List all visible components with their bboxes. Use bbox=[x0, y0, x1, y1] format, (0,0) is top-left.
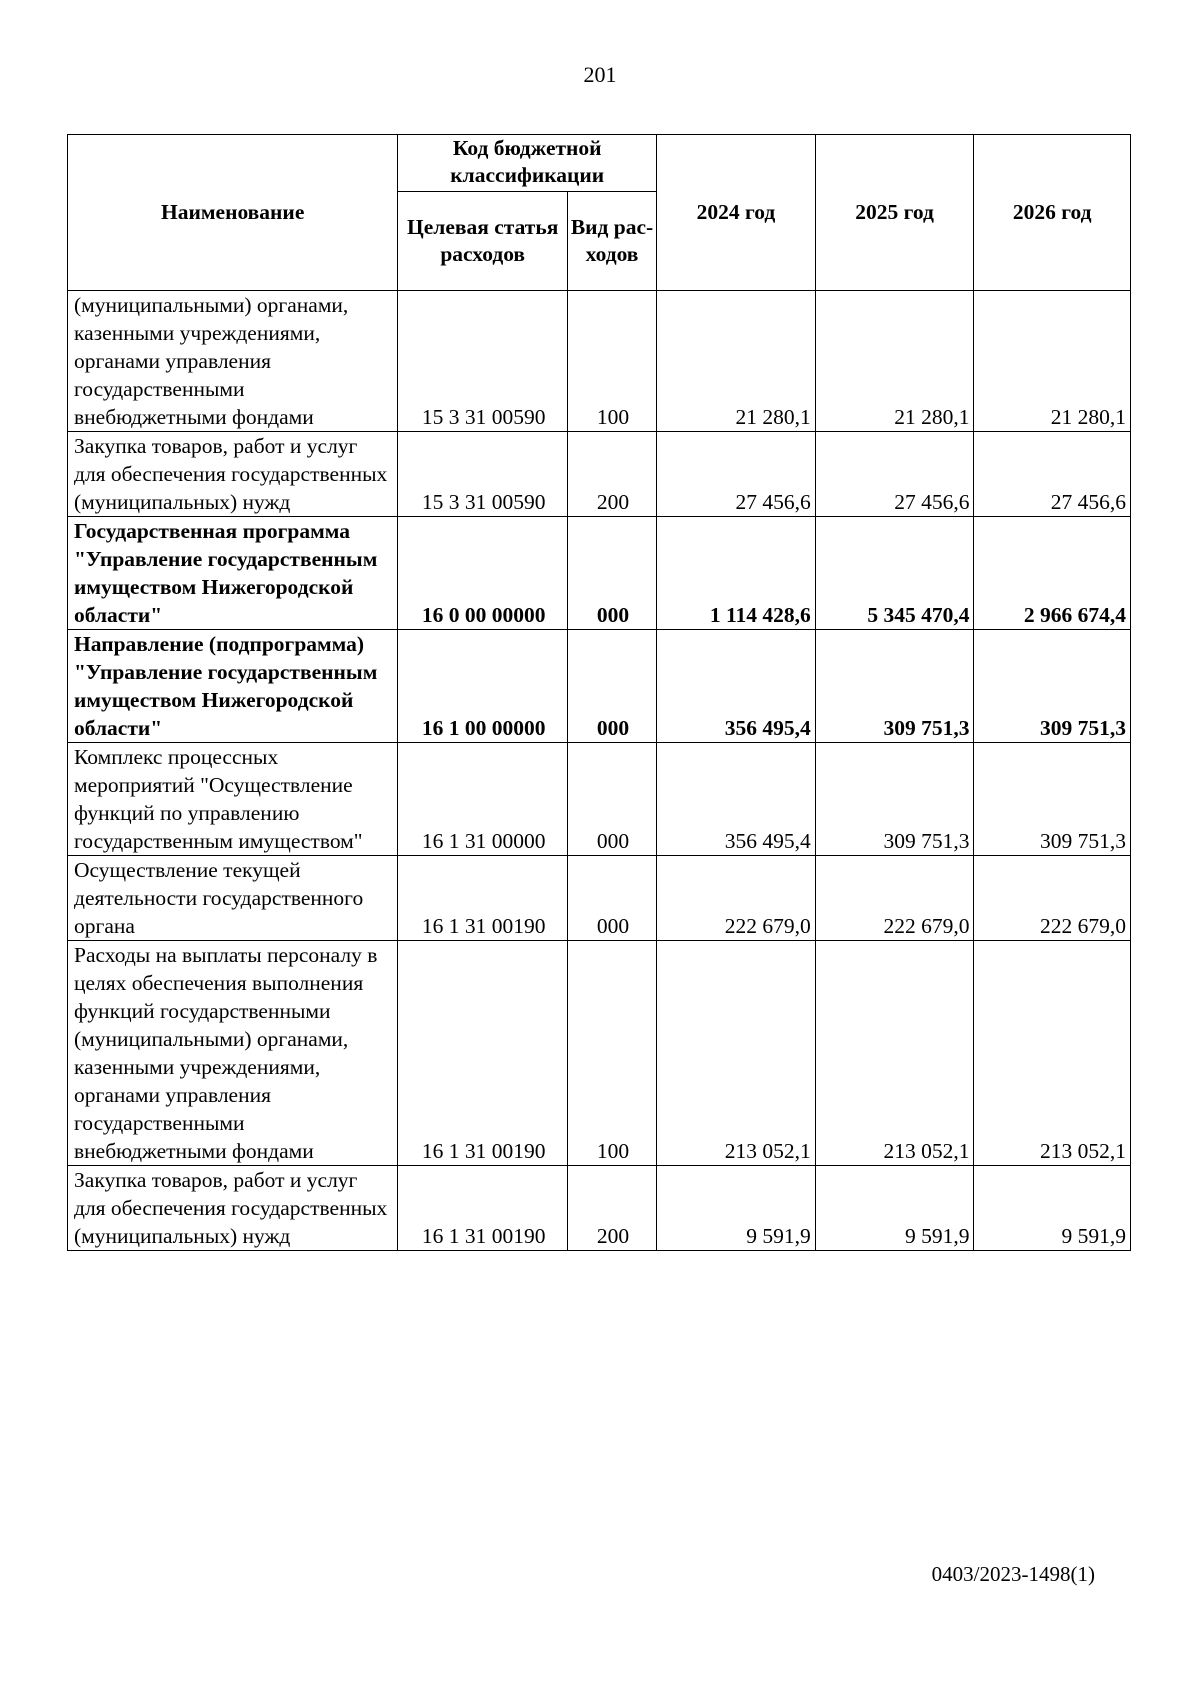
page-number: 201 bbox=[583, 62, 617, 87]
cell-y2025: 9 591,9 bbox=[815, 1166, 974, 1251]
header-expense-kind: Вид рас-ходов bbox=[567, 192, 656, 291]
cell-name: Расходы на выплаты персоналу в целях обеспечения выполнения функций государственными (муниципальными) органами, казенными учреждениями, органами управления государственными внебюджетными фондами bbox=[68, 941, 398, 1166]
document-id: 0403/2023-1498(1) bbox=[931, 1562, 1095, 1586]
table-body bbox=[68, 291, 1131, 1251]
cell-y2025: 309 751,3 bbox=[815, 630, 974, 743]
table-header bbox=[68, 135, 1131, 291]
cell-kind: 200 bbox=[567, 1166, 656, 1251]
cell-y2025: 5 345 470,4 bbox=[815, 517, 974, 630]
cell-y2026: 309 751,3 bbox=[974, 630, 1131, 743]
cell-y2026: 222 679,0 bbox=[974, 856, 1131, 941]
table-row bbox=[68, 291, 1131, 432]
header-2025: 2025 год bbox=[815, 135, 974, 291]
header-target-article: Целевая статья расходов bbox=[398, 192, 568, 291]
cell-name: Закупка товаров, работ и услуг для обеспечения государственных (муниципальных) нужд bbox=[68, 432, 398, 517]
table-row bbox=[68, 1166, 1131, 1251]
cell-y2026: 21 280,1 bbox=[974, 291, 1131, 432]
cell-y2024: 21 280,1 bbox=[657, 291, 816, 432]
cell-code: 16 1 31 00190 bbox=[398, 856, 568, 941]
cell-y2025: 213 052,1 bbox=[815, 941, 974, 1166]
cell-y2024: 27 456,6 bbox=[657, 432, 816, 517]
header-2024: 2024 год bbox=[657, 135, 816, 291]
cell-kind: 000 bbox=[567, 743, 656, 856]
cell-y2025: 222 679,0 bbox=[815, 856, 974, 941]
cell-kind: 000 bbox=[567, 630, 656, 743]
table-row bbox=[68, 856, 1131, 941]
cell-kind: 000 bbox=[567, 517, 656, 630]
cell-y2026: 213 052,1 bbox=[974, 941, 1131, 1166]
cell-name: Закупка товаров, работ и услуг для обеспечения государственных (муниципальных) нужд bbox=[68, 1166, 398, 1251]
cell-name: Осуществление текущей деятельности государственного органа bbox=[68, 856, 398, 941]
cell-code: 16 1 31 00190 bbox=[398, 941, 568, 1166]
budget-table bbox=[67, 134, 1131, 1251]
cell-y2024: 356 495,4 bbox=[657, 630, 816, 743]
header-group-budget-code: Код бюджетной классификации bbox=[398, 135, 657, 192]
cell-y2024: 1 114 428,6 bbox=[657, 517, 816, 630]
cell-y2026: 309 751,3 bbox=[974, 743, 1131, 856]
cell-name: (муниципальными) органами, казенными учреждениями, органами управления государственными внебюджетными фондами bbox=[68, 291, 398, 432]
cell-y2024: 356 495,4 bbox=[657, 743, 816, 856]
cell-name: Комплекс процессных мероприятий "Осуществление функций по управлению государственным имуществом" bbox=[68, 743, 398, 856]
cell-y2025: 27 456,6 bbox=[815, 432, 974, 517]
cell-code: 16 1 31 00190 bbox=[398, 1166, 568, 1251]
cell-y2026: 2 966 674,4 bbox=[974, 517, 1131, 630]
header-name: Наименование bbox=[68, 135, 398, 291]
cell-y2025: 309 751,3 bbox=[815, 743, 974, 856]
table-row bbox=[68, 630, 1131, 743]
cell-code: 16 0 00 00000 bbox=[398, 517, 568, 630]
table-row bbox=[68, 743, 1131, 856]
cell-kind: 100 bbox=[567, 941, 656, 1166]
cell-y2024: 222 679,0 bbox=[657, 856, 816, 941]
cell-y2026: 27 456,6 bbox=[974, 432, 1131, 517]
cell-kind: 200 bbox=[567, 432, 656, 517]
cell-y2025: 21 280,1 bbox=[815, 291, 974, 432]
table-row bbox=[68, 517, 1131, 630]
cell-code: 16 1 31 00000 bbox=[398, 743, 568, 856]
cell-name: Направление (подпрограмма) "Управление государственным имуществом Нижегородской области" bbox=[68, 630, 398, 743]
cell-code: 15 3 31 00590 bbox=[398, 291, 568, 432]
cell-code: 15 3 31 00590 bbox=[398, 432, 568, 517]
cell-code: 16 1 00 00000 bbox=[398, 630, 568, 743]
table-row bbox=[68, 941, 1131, 1166]
cell-name: Государственная программа "Управление государственным имуществом Нижегородской области" bbox=[68, 517, 398, 630]
header-2026: 2026 год bbox=[974, 135, 1131, 291]
cell-kind: 000 bbox=[567, 856, 656, 941]
cell-y2026: 9 591,9 bbox=[974, 1166, 1131, 1251]
cell-kind: 100 bbox=[567, 291, 656, 432]
cell-y2024: 9 591,9 bbox=[657, 1166, 816, 1251]
table-row bbox=[68, 432, 1131, 517]
cell-y2024: 213 052,1 bbox=[657, 941, 816, 1166]
